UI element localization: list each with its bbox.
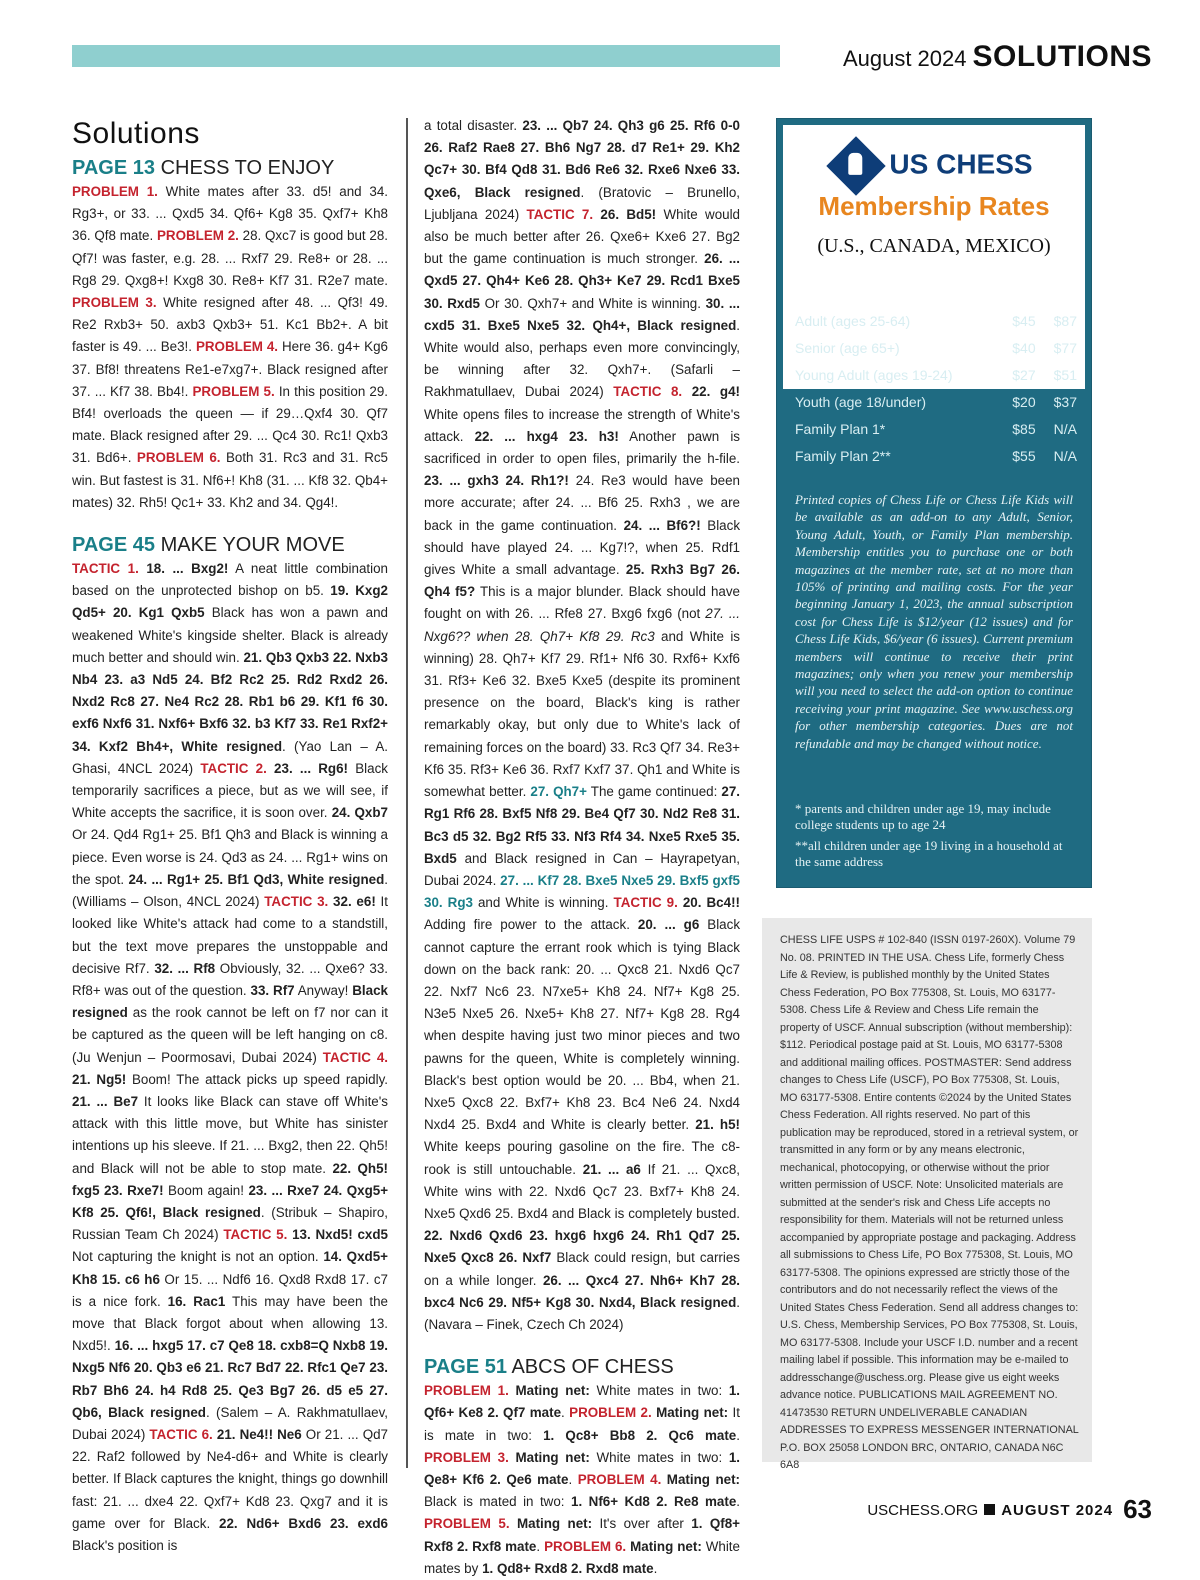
body-text: Or 24. Qd4 Rg1+ 25. Bf1 Qh3 and Black is winning a piece. Even worse is 24. Qd3 as 24. ... Rg1+ wins on the spot. xyxy=(72,827,388,887)
col-header-2yr: 2 yr xyxy=(1050,282,1077,299)
tactic-label: PROBLEM 6. xyxy=(544,1538,627,1554)
tactic-label: PROBLEM 3. xyxy=(72,295,157,311)
col-header-type: Type xyxy=(795,282,829,299)
tactic-label: TACTIC 8. xyxy=(613,384,683,400)
body-text: Or 15. ... Ndf6 16. Qxd8 Rxd8 17. c7 is a nice fork. xyxy=(72,1271,388,1309)
body-text: . (Navara – Finek, Czech Ch 2024) xyxy=(424,1294,740,1332)
tactic-label: PROBLEM 3. xyxy=(424,1449,509,1465)
move-text: 19. Kxg2 Qd5+ 20. Kg1 Qxb5 xyxy=(72,583,388,621)
rate-type: Adult (ages 25-64) xyxy=(795,313,911,329)
move-text: Mating net: xyxy=(509,1516,593,1532)
body-text: and Black resigned in Can – Hayrapetyan, Dubai 2024. xyxy=(424,850,740,888)
body-text: Obviously, 32. ... Qxe6? 33. Rf8+ was out of the question. xyxy=(72,960,388,998)
body-text: White mates after 33. d5! and 34. Rg3+, or 33. ... Qxd5 34. Qf6+ Kg8 35. Qxf7+ Kh8 36. Qf8 mate. xyxy=(72,184,389,244)
body-text: . (Williams – Olson, 4NCL 2024) xyxy=(72,871,388,910)
knight-icon xyxy=(827,136,886,195)
section-heading-page45 xyxy=(72,532,388,558)
footnote-family-2: **all children under age 19 living in a household at the same address xyxy=(795,838,1063,869)
body-text: Not capturing the knight is not an option. xyxy=(72,1249,324,1265)
tactic-label: TACTIC 9. xyxy=(613,895,678,911)
body-text: 24. Re3 would have been more accurate; after 24. ... Bf6 25. Rxh3 , we are back in the game continuation. xyxy=(424,473,740,533)
body-text: It's over after xyxy=(592,1516,692,1532)
body-text: White would also be much better after 26. Qxe6+ Kxe6 27. Bg2 but the game continuation is much stronger. xyxy=(424,206,741,267)
section-page: PAGE 45 xyxy=(72,534,155,557)
body-text: a total disaster. xyxy=(424,118,523,133)
move-text: 1. Qf8+ Rxf8 2. Rxf8 mate xyxy=(424,1516,741,1554)
move-text: 21. h5! xyxy=(695,1117,741,1133)
tactic-label: PROBLEM 4. xyxy=(195,339,279,355)
body-text: Black is mated in two: xyxy=(424,1494,572,1510)
rates-table xyxy=(795,282,1077,471)
move-text: 23. ... Rg6! xyxy=(266,760,349,776)
solutions-paragraph xyxy=(72,558,388,1557)
rate-1yr: $27 xyxy=(1012,367,1036,383)
body-text: . (Bratovic – Brunello, Ljubljana 2024) xyxy=(424,184,741,222)
solutions-paragraph xyxy=(424,115,740,1336)
table-row xyxy=(795,390,1077,417)
tactic-label: TACTIC 3. xyxy=(264,894,329,910)
rate-1yr: $20 xyxy=(1012,394,1036,410)
tactic-label: TACTIC 2. xyxy=(200,760,267,776)
move-text: 26. ... Qxd5 27. Qh4+ Ke6 28. Qh3+ Ke7 29. Rcd1 Bxe5 30. Rxd5 xyxy=(424,251,740,311)
move-text: 22. g4! xyxy=(682,384,740,400)
move-text: 1. Qf6+ Ke8 2. Qf7 mate xyxy=(424,1383,741,1421)
section-heading-page13 xyxy=(72,155,388,181)
move-text: 1. Nf6+ Kd8 2. Re8 mate xyxy=(571,1494,737,1510)
body-text: . xyxy=(736,1427,740,1443)
move-text: 24. Qxb7 xyxy=(331,805,388,821)
body-text: Black should have played 24. ... Kg7!?, when 25. Rdf1 gives White a small advantage. xyxy=(424,517,741,578)
body-text: Both 31. Rc3 and 31. Rc5 win. But fastest is 31. Nf6+! Kh8 (31. ... Kf8 32. Qb4+ mates) 32. Rh5! Qc1+ 33. Kh2 and 34. Qg4!. xyxy=(72,450,389,510)
tactic-label: TACTIC 6. xyxy=(149,1426,213,1442)
body-text: Adding fire power to the attack. xyxy=(424,917,638,933)
body-text: . (Stribuk – Shapiro, Russian Team Ch 2024) xyxy=(72,1204,388,1243)
move-text: 16. ... hxg5 17. c7 Qe8 18. cxb8=Q Nxb8 19. Nxg5 Nf6 20. Qb3 e6 21. Rc7 Bd7 22. Rfc1 Qe7 23. Rb7 Bh6 24. h4 Rd8 25. Qe3 Bg7 26. d5 e5 27. Qb6, Black resigned xyxy=(72,1338,388,1420)
body-text: White opens files to increase the strength of White's attack. xyxy=(424,406,740,444)
body-text: Black temporarily sacrifices a piece, but as we will see, if White accepts the sacrifice, it is soon over. xyxy=(72,760,388,821)
body-text: . (Yao Lan – A. Ghasi, 4NCL 2024) xyxy=(72,738,388,776)
rate-type: Senior (age 65+) xyxy=(795,340,900,356)
publication-info-box xyxy=(762,918,1092,1471)
body-text: . (Salem – A. Rakhmatullaev, Dubai 2024) xyxy=(72,1404,389,1442)
move-text: 27. ... Nxg6?? when 28. Qh7+ Kf8 29. Rc3 xyxy=(424,606,740,644)
body-text: It looks like Black can stave off White's attack with this little move, but White has sinister intentions up his sleeve. If 21. ... Bxg2, then 22. Qh5! and Black will not be able to stop mate. xyxy=(72,1093,388,1176)
page-header xyxy=(843,40,1152,74)
tactic-label: PROBLEM 2. xyxy=(569,1405,652,1421)
page-footer xyxy=(867,1494,1152,1525)
move-text: Mating net: xyxy=(508,1449,590,1465)
move-text: 21. Qb3 Qxb3 22. Nxb3 Nb4 23. a3 Nd5 24. Bf2 Rc2 25. Rd2 Rxd2 26. Nxd2 Rc8 27. Ne4 Rc2 28. Rb1 b6 29. Kf1 f6 30. exf6 Nxf6 31. Nxf6+ Bxf6 32. b3 Kf7 33. Re1 Rxf2+ 34. Kxf2 Bh4+, White resigned xyxy=(72,649,389,754)
rate-2yr: N/A xyxy=(1053,448,1077,464)
header-title: SOLUTIONS xyxy=(972,40,1152,73)
body-text: and White is winning) 28. Qh7+ Kf7 29. Rf1+ Nf6 30. Rxf6+ Kxf6 31. Rf3+ Ke6 32. Bxe5 Kxe5 (despite its prominent presence on the board, Black's king is rather remarkably okay, but only due to White's lack of remaining forces on the board) 33. Rc3 Qf7 34. Re3+ Kf6 35. Rf3+ Ke6 36. Rxf7 Kxf7 37. Qh1 and White is somewhat better. xyxy=(424,628,741,800)
move-text: Black resigned xyxy=(72,982,388,1021)
move-text: 24. ... Rg1+ 25. Bf1 Qd3, White resigned xyxy=(128,871,385,887)
membership-note: Printed copies of Chess Life or Chess Life Kids will be available as an add-on to any Adult, Senior, Young Adult, Youth, or Family Plan membership. Membership entitles you to purchase one or both magazines at the member rate, set at no more than 105% of printing and mailing costs. For the year beginning January 1, 2023, the annual subscription cost for Chess Life is $12/year (12 issues) and for Chess Life Kids, $6/year (6 issues). Current premium members will continue to receive their print magazines; only when you renew your membership will you need to select the add-on option to continue receiving your print magazine. See www.uschess.org for other membership categories. Dues are not refundable and may be changed without notice. xyxy=(795,492,1073,751)
rate-type: Family Plan 2** xyxy=(795,448,891,464)
tactic-label: PROBLEM 1. xyxy=(424,1383,509,1399)
move-text: Mating net: xyxy=(626,1538,702,1554)
table-row xyxy=(795,363,1077,390)
column-middle xyxy=(424,115,740,1580)
footer-issue: AUGUST 2024 xyxy=(1001,1502,1114,1519)
tactic-label: PROBLEM 6. xyxy=(136,450,221,466)
move-text: 23. ... Rxe7 24. Qxg5+ Kf8 25. Qf6!, Black resigned xyxy=(72,1182,389,1220)
rates-header-row xyxy=(795,282,1077,309)
move-text: Mating net: xyxy=(661,1471,740,1487)
body-text: White mates in two: xyxy=(589,1449,729,1465)
table-row xyxy=(795,309,1077,336)
move-text: 25. Rxh3 Bg7 26. Qh4 f5? xyxy=(424,562,740,600)
move-text: 26. ... Qxc4 27. Nh6+ Kh7 28. bxc4 Nc6 29. Nf5+ Kg8 30. Nxd4, Black resigned xyxy=(424,1272,740,1310)
solutions-paragraph xyxy=(72,181,388,514)
move-text: 27. Qh7+ xyxy=(530,784,587,800)
tactic-label: TACTIC 7. xyxy=(526,206,594,222)
move-text: 23. ... Qb7 24. Qh3 g6 25. Rf6 0-0 26. Raf2 Rae8 27. Bh6 Ng7 28. d7 Re1+ 29. Kh2 Qc7+ 30. Bf4 Qd8 31. Bd6 Re6 32. Rxe6 Nxe6 33. Qxe6, Black resigned xyxy=(424,118,740,200)
move-text: 22. ... hxg4 23. h3! xyxy=(474,428,619,444)
table-row xyxy=(795,444,1077,471)
section-name: ABCS OF CHESS xyxy=(511,1356,674,1379)
body-text: Here 36. g4+ Kg6 37. Bf8! threatens Re1-e7xg7+. Black resigned after 37. ... Kf7 38. Bb4!. xyxy=(72,339,389,399)
body-text: . xyxy=(536,1538,545,1554)
move-text: 21. ... a6 xyxy=(582,1161,641,1177)
body-text: This is a major blunder. Black should have fought on with 26. ... Rfe8 27. Bxg6 fxg6 (not xyxy=(424,584,740,622)
move-text: 33. Rf7 xyxy=(250,982,295,998)
move-text: 24. ... Bf6?! xyxy=(623,517,701,533)
body-text: If 21. ... Qxc8, White wins with 22. Nxd6 Qc7 23. Bxf7+ Kh8 24. Nxe5 Qxd6 25. Bxd4 and Black is completely busted. xyxy=(424,1161,740,1221)
tactic-label: PROBLEM 1. xyxy=(72,184,158,199)
rate-2yr: $77 xyxy=(1053,340,1077,356)
body-text: Boom! The attack picks up speed rapidly. xyxy=(126,1071,388,1087)
body-text: It is mate in two: xyxy=(424,1405,740,1443)
body-text: . xyxy=(653,1560,658,1576)
rate-type: Family Plan 1* xyxy=(795,421,886,437)
rate-type: Youth (age 18/under) xyxy=(795,394,927,410)
move-text: Mating net: xyxy=(508,1383,590,1399)
move-text: 18. ... Bxg2! xyxy=(138,561,229,577)
move-text: 20. Bc4!! xyxy=(677,895,740,911)
move-text: 1. Qc8+ Bb8 2. Qc6 mate xyxy=(543,1427,737,1443)
membership-rates-box xyxy=(776,118,1092,888)
membership-subtitle: (U.S., CANADA, MEXICO) xyxy=(817,235,1051,257)
rate-1yr: $55 xyxy=(1012,448,1036,464)
footnote-family-1: * parents and children under age 19, may include college students up to age 24 xyxy=(795,801,1051,832)
body-text: Black has won a pawn and weakened White's kingside shelter. Black is already much better and should win. xyxy=(72,605,388,665)
rate-type: Young Adult (ages 19-24) xyxy=(795,367,953,383)
rate-1yr: $40 xyxy=(1012,340,1036,356)
move-text: 14. Qxd5+ Kh8 15. c6 h6 xyxy=(72,1249,388,1287)
membership-title: Membership Rates xyxy=(818,191,1050,221)
rate-1yr: $85 xyxy=(1012,421,1036,437)
page-title: Solutions xyxy=(72,117,200,150)
tactic-label: TACTIC 5. xyxy=(223,1227,288,1243)
move-text: 32. ... Rf8 xyxy=(154,960,216,976)
tactic-label: PROBLEM 5. xyxy=(192,383,275,399)
body-text: 28. Qxc7 is good but 28. Qf7! was faster, e.g. 28. ... Rxf7 29. Re8+ or 28. ... Rg8 29. Qxg8+! Kxg8 30. Re8+ Kf7 31. R2e7 mate. xyxy=(72,228,388,288)
body-text: In this position 29. Bf4! overloads the queen — if 29…Qxf4 30. Qf7 mate. Black resigned after 29. ... Qc4 30. Rc1! Qxb3 31. Bd6+. xyxy=(72,383,389,466)
tactic-label: PROBLEM 2. xyxy=(156,228,239,244)
body-text: Boom again! xyxy=(163,1182,249,1198)
move-text: 1. Qe8+ Kf6 2. Qe6 mate xyxy=(424,1449,741,1487)
body-text: Black's position is xyxy=(72,1537,178,1553)
body-text: This may have been the move that Black forgot about when allowing 13. Nxd5!. xyxy=(72,1293,388,1354)
header-accent-bar xyxy=(72,45,780,67)
section-name: CHESS TO ENJOY xyxy=(160,157,335,179)
body-text: Anyway! xyxy=(294,982,353,998)
move-text: 30. ... cxd5 31. Bxe5 Nxe5 32. Qh4+, Black resigned xyxy=(424,295,741,333)
body-text: . xyxy=(568,1471,578,1487)
col-header-1yr: 1 yr xyxy=(1008,282,1036,299)
body-text: . White would also, perhaps even more convincingly, be winning after 32. Qxh7+. (Safarli – Rakhmatullaev, Dubai 2024) xyxy=(424,317,740,400)
body-text: White resigned after 48. ... Qf3! 49. Re2 Rxb3+ 50. axb3 Qxb3+ 51. Kc1 Bb2+. A bit faster is 49. ... Be3!. xyxy=(72,295,388,355)
rate-2yr: $37 xyxy=(1053,394,1077,410)
move-text: 21. ... Be7 xyxy=(72,1093,139,1109)
body-text: Or 30. Qxh7+ and White is winning. xyxy=(479,295,706,311)
move-text: 21. Ne4!! Ne6 xyxy=(212,1426,302,1442)
solutions-paragraph xyxy=(424,1380,740,1580)
rate-2yr: $51 xyxy=(1053,367,1077,383)
tactic-label: TACTIC 4. xyxy=(322,1049,389,1065)
tactic-label: PROBLEM 5. xyxy=(424,1516,510,1532)
header-month: August 2024 xyxy=(842,46,967,71)
section-page: PAGE 13 xyxy=(72,157,155,179)
move-text: 22. Qh5! fxg5 23. Rxe7! xyxy=(72,1160,388,1198)
section-name: MAKE YOUR MOVE xyxy=(160,534,345,557)
move-text: 13. Nxd5! cxd5 xyxy=(287,1227,388,1243)
body-text: White mates in two: xyxy=(589,1383,729,1399)
body-text: as the rook cannot be left on f7 nor can it be captured as the queen will be left hanging on c8. (Ju Wenjun – Poormosavi, Dubai 2024) xyxy=(72,1005,388,1065)
move-text: Mating net: xyxy=(651,1405,729,1421)
move-text: 27. Rg1 Rf6 28. Bxf5 Nf8 29. Be4 Qf7 30. Nd2 Re8 31. Bc3 d5 32. Bg2 Rf5 33. Nf3 Rf4 34. Nxe5 Rxe5 35. Bxd5 xyxy=(424,784,740,866)
body-text: White mates by xyxy=(424,1538,740,1576)
move-text: 26. Bd5! xyxy=(593,206,657,222)
move-text: 16. Rac1 xyxy=(167,1293,226,1309)
body-text: and White is winning. xyxy=(472,895,614,911)
rate-2yr: $87 xyxy=(1053,313,1077,329)
move-text: 1. Qd8+ Rxd8 2. Rxd8 mate xyxy=(482,1560,654,1576)
move-text: 22. Nxd6 Qxd6 23. hxg6 hxg6 24. Rh1 Qd7 25. Nxe5 Qxc8 26. Nxf7 xyxy=(424,1228,740,1266)
body-text: The game continued: xyxy=(586,784,722,800)
move-text: 21. Ng5! xyxy=(72,1071,127,1087)
tactic-label: TACTIC 1. xyxy=(72,561,139,577)
body-text: Black cannot capture the errant rook which is tying Black down on the back rank: 20. ... Qxc8 21. Nxd6 Qc7 22. Nxf7 Nc6 23. N7xe5+ Kh8 24. Nf7+ Kg8 25. N3e5 Nxe5 26. Nxe5+ Kh8 27. Nf7+ Kg8 28. Rg4 when despite having just two minor pieces and two pawns for the queen, White is completely winning. Black's best option would be 20. ... Bb4, when 21. Nxe5 Qxc8 22. Bxf7+ Kh8 23. Bc4 Ne6 24. Nxd4 Nxd4 25. Bxd4 and White is clearly better. xyxy=(424,917,741,1133)
move-text: 20. ... g6 xyxy=(637,917,700,933)
section-heading-page51 xyxy=(424,1354,740,1380)
body-text: Another pawn is sacrificed in order to open files, primarily the h-file. xyxy=(424,428,740,467)
square-bullet-icon xyxy=(984,1504,995,1515)
rate-1yr: $45 xyxy=(1012,313,1036,329)
move-text: 32. e6! xyxy=(328,894,376,910)
footer-site: USCHESS.ORG xyxy=(867,1502,979,1519)
body-text: Or 21. ... Qd7 22. Raf2 followed by Ne4-d6+ and White is clearly better. If Black captures the knight, things go downhill fast: 21. ... dxe4 22. Qxf7+ Kd8 23. Qxg7 and it is game over for Black. xyxy=(72,1426,389,1531)
column-left xyxy=(72,115,388,1557)
table-row xyxy=(795,417,1077,444)
column-divider xyxy=(406,118,408,1468)
body-text: White keeps pouring gasoline on the fire. The c8-rook is still untouchable. xyxy=(424,1139,740,1177)
move-text: 27. ... Kf7 28. Bxe5 Nxe5 29. Bxf5 gxf5 30. Rg3 xyxy=(424,872,740,911)
move-text: 23. ... gxh3 24. Rh1?! xyxy=(424,473,569,489)
usps-statement: CHESS LIFE USPS # 102-840 (ISSN 0197-260X). Volume 79 No. 08. PRINTED IN THE USA. Chess Life, formerly Chess Life & Review, is published monthly by the United States Chess Federation, PO Box 775308, St. Louis, MO 63177-5308. Chess Life & Review and Chess Life remain the property of USCF. Annual subscription (without membership): $112. Periodical postage paid at St. Louis, MO 63177-5308 and additional mailing offices. POSTMASTER: Send address changes to Chess Life (USCF), PO Box 775308, St. Louis, MO 63177-5308. Entire contents ©2024 by the United States Chess Federation. All rights reserved. No part of this publication may be reproduced, stored in a retrieval system, or transmitted in any form or by any means electronic, mechanical, photocopying, or otherwise without the prior written permission of USCF. Note: Unsolicited materials are submitted at the sender's risk and Chess Life accepts no responsibility for them. Materials will not be returned unless accompanied by appropriate postage and packaging. Address all submissions to Chess Life, PO Box 775308, St. Louis, MO 63177-5308. The opinions expressed are strictly those of the contributors and do not necessarily reflect the views of the United States Chess Federation. Send all address changes to: U.S. Chess, Membership Services, PO Box 775308, St. Louis, MO 63177-5308. Include your USCF I.D. number and a recent mailing label if possible. This information may be e-mailed to addresschange@uschess.org. Please give us eight weeks advance notice. PUBLICATIONS MAIL AGREEMENT NO. 41473530 RETURN UNDELIVERABLE CANADIAN ADDRESSES TO EXPRESS MESSENGER INTERNATIONAL P.O. BOX 25058 LONDON BRC, ONTARIO, CANADA N6C 6A8 xyxy=(780,934,1079,1471)
logo-text: US CHESS xyxy=(889,148,1033,180)
body-text: Black could resign, but carries on a while longer. xyxy=(424,1250,741,1288)
table-row xyxy=(795,336,1077,363)
body-text: It looked like White's attack had come to a standstill, but the text move prepares the unstoppable and decisive Rf7. xyxy=(72,894,388,976)
page-number: 63 xyxy=(1123,1494,1152,1524)
move-text: 22. Nd6+ Bxd6 23. exd6 xyxy=(219,1515,388,1531)
rate-2yr: N/A xyxy=(1053,421,1077,437)
body-text: . xyxy=(736,1494,740,1510)
body-text: A neat little combination based on the unprotected bishop on b5. xyxy=(72,561,388,599)
tactic-label: PROBLEM 4. xyxy=(577,1471,662,1487)
us-chess-logo xyxy=(783,145,1085,187)
membership-footnotes xyxy=(795,801,1075,875)
section-page: PAGE 51 xyxy=(424,1356,507,1379)
body-text: . xyxy=(561,1405,570,1421)
